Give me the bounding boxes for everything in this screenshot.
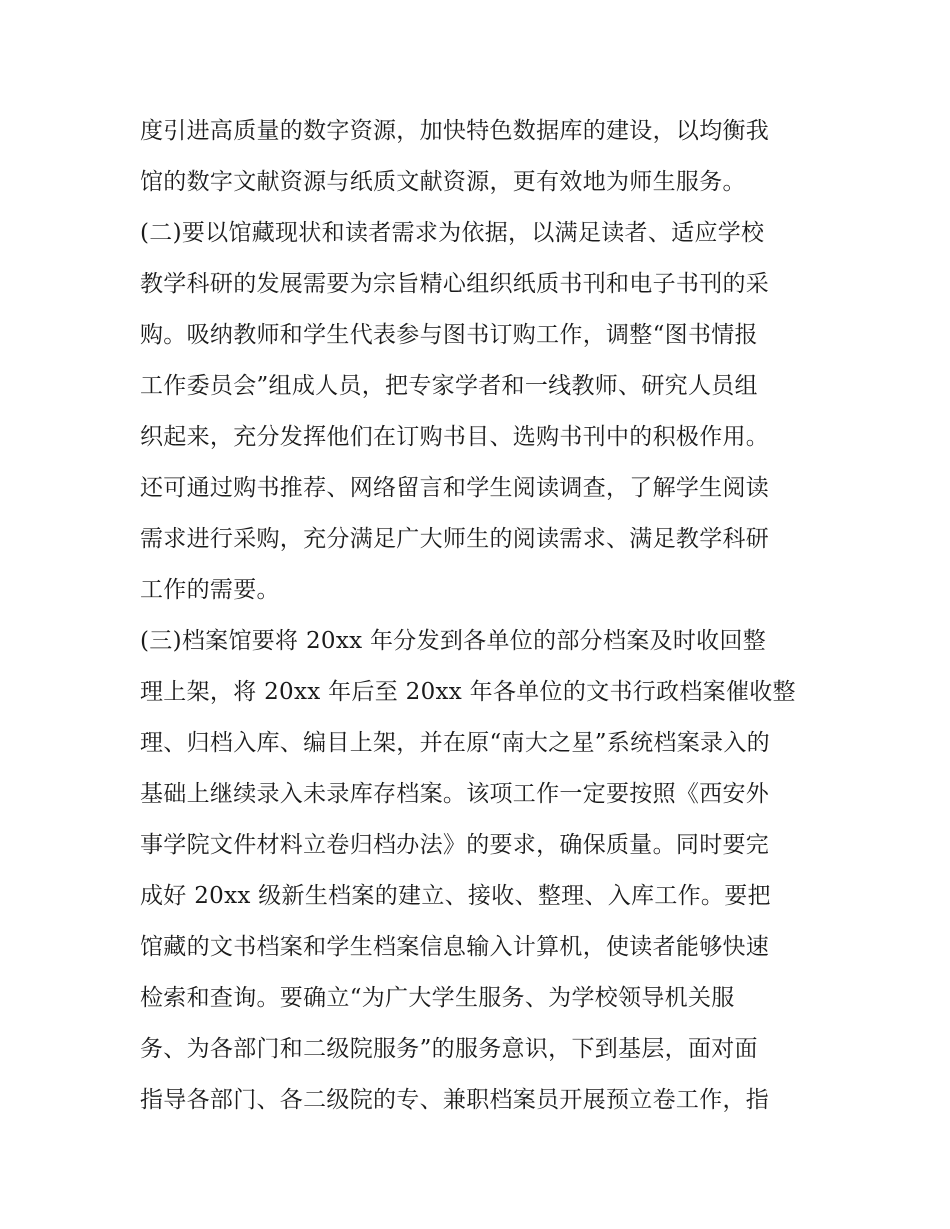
document-body (140, 106, 820, 1126)
text-line: 还可通过购书推荐、网络留言和学生阅读调查，了解学生阅读 (140, 475, 770, 501)
text-line: 基础上继续录入未录库存档案。该项工作一定要按照《西安外 (140, 781, 770, 807)
text-line: 馆藏的文书档案和学生档案信息输入计算机，使读者能够快速 (140, 934, 770, 960)
text-line: (二)要以馆藏现状和读者需求为依据，以满足读者、适应学校 (140, 220, 765, 246)
text-line: 购。吸纳教师和学生代表参与图书订购工作，调整“图书情报 (140, 322, 758, 348)
text-line: 事学院文件材料立卷归档办法》的要求，确保质量。同时要完 (140, 832, 770, 858)
text-line: 织起来，充分发挥他们在订购书目、选购书刊中的积极作用。 (140, 424, 770, 450)
text-line: 务、为各部门和二级院服务”的服务意识，下到基层，面对面 (140, 1036, 758, 1062)
text-line: 理、归档入库、编目上架，并在原“南大之星”系统档案录入的 (140, 730, 770, 756)
text-line: 度引进高质量的数字资源，加快特色数据库的建设，以均衡我 (140, 118, 770, 144)
text-line: (三)档案馆要将 20xx 年分发到各单位的部分档案及时收回整 (140, 628, 767, 654)
text-line: 理上架，将 20xx 年后至 20xx 年各单位的文书行政档案催收整 (140, 679, 796, 705)
text-line: 工作的需要。 (140, 577, 280, 603)
text-line: 检索和查询。要确立“为广大学生服务、为学校领导机关服 (140, 985, 735, 1011)
text-line: 成好 20xx 级新生档案的建立、接收、整理、入库工作。要把 (140, 883, 771, 909)
text-line: 工作委员会”组成人员，把专家学者和一线教师、研究人员组 (140, 373, 758, 399)
text-line: 指导各部门、各二级院的专、兼职档案员开展预立卷工作，指 (140, 1087, 770, 1113)
text-line: 馆的数字文献资源与纸质文献资源，更有效地为师生服务。 (140, 169, 746, 195)
text-line: 需求进行采购，充分满足广大师生的阅读需求、满足教学科研 (140, 526, 770, 552)
text-line: 教学科研的发展需要为宗旨精心组织纸质书刊和电子书刊的采 (140, 271, 770, 297)
